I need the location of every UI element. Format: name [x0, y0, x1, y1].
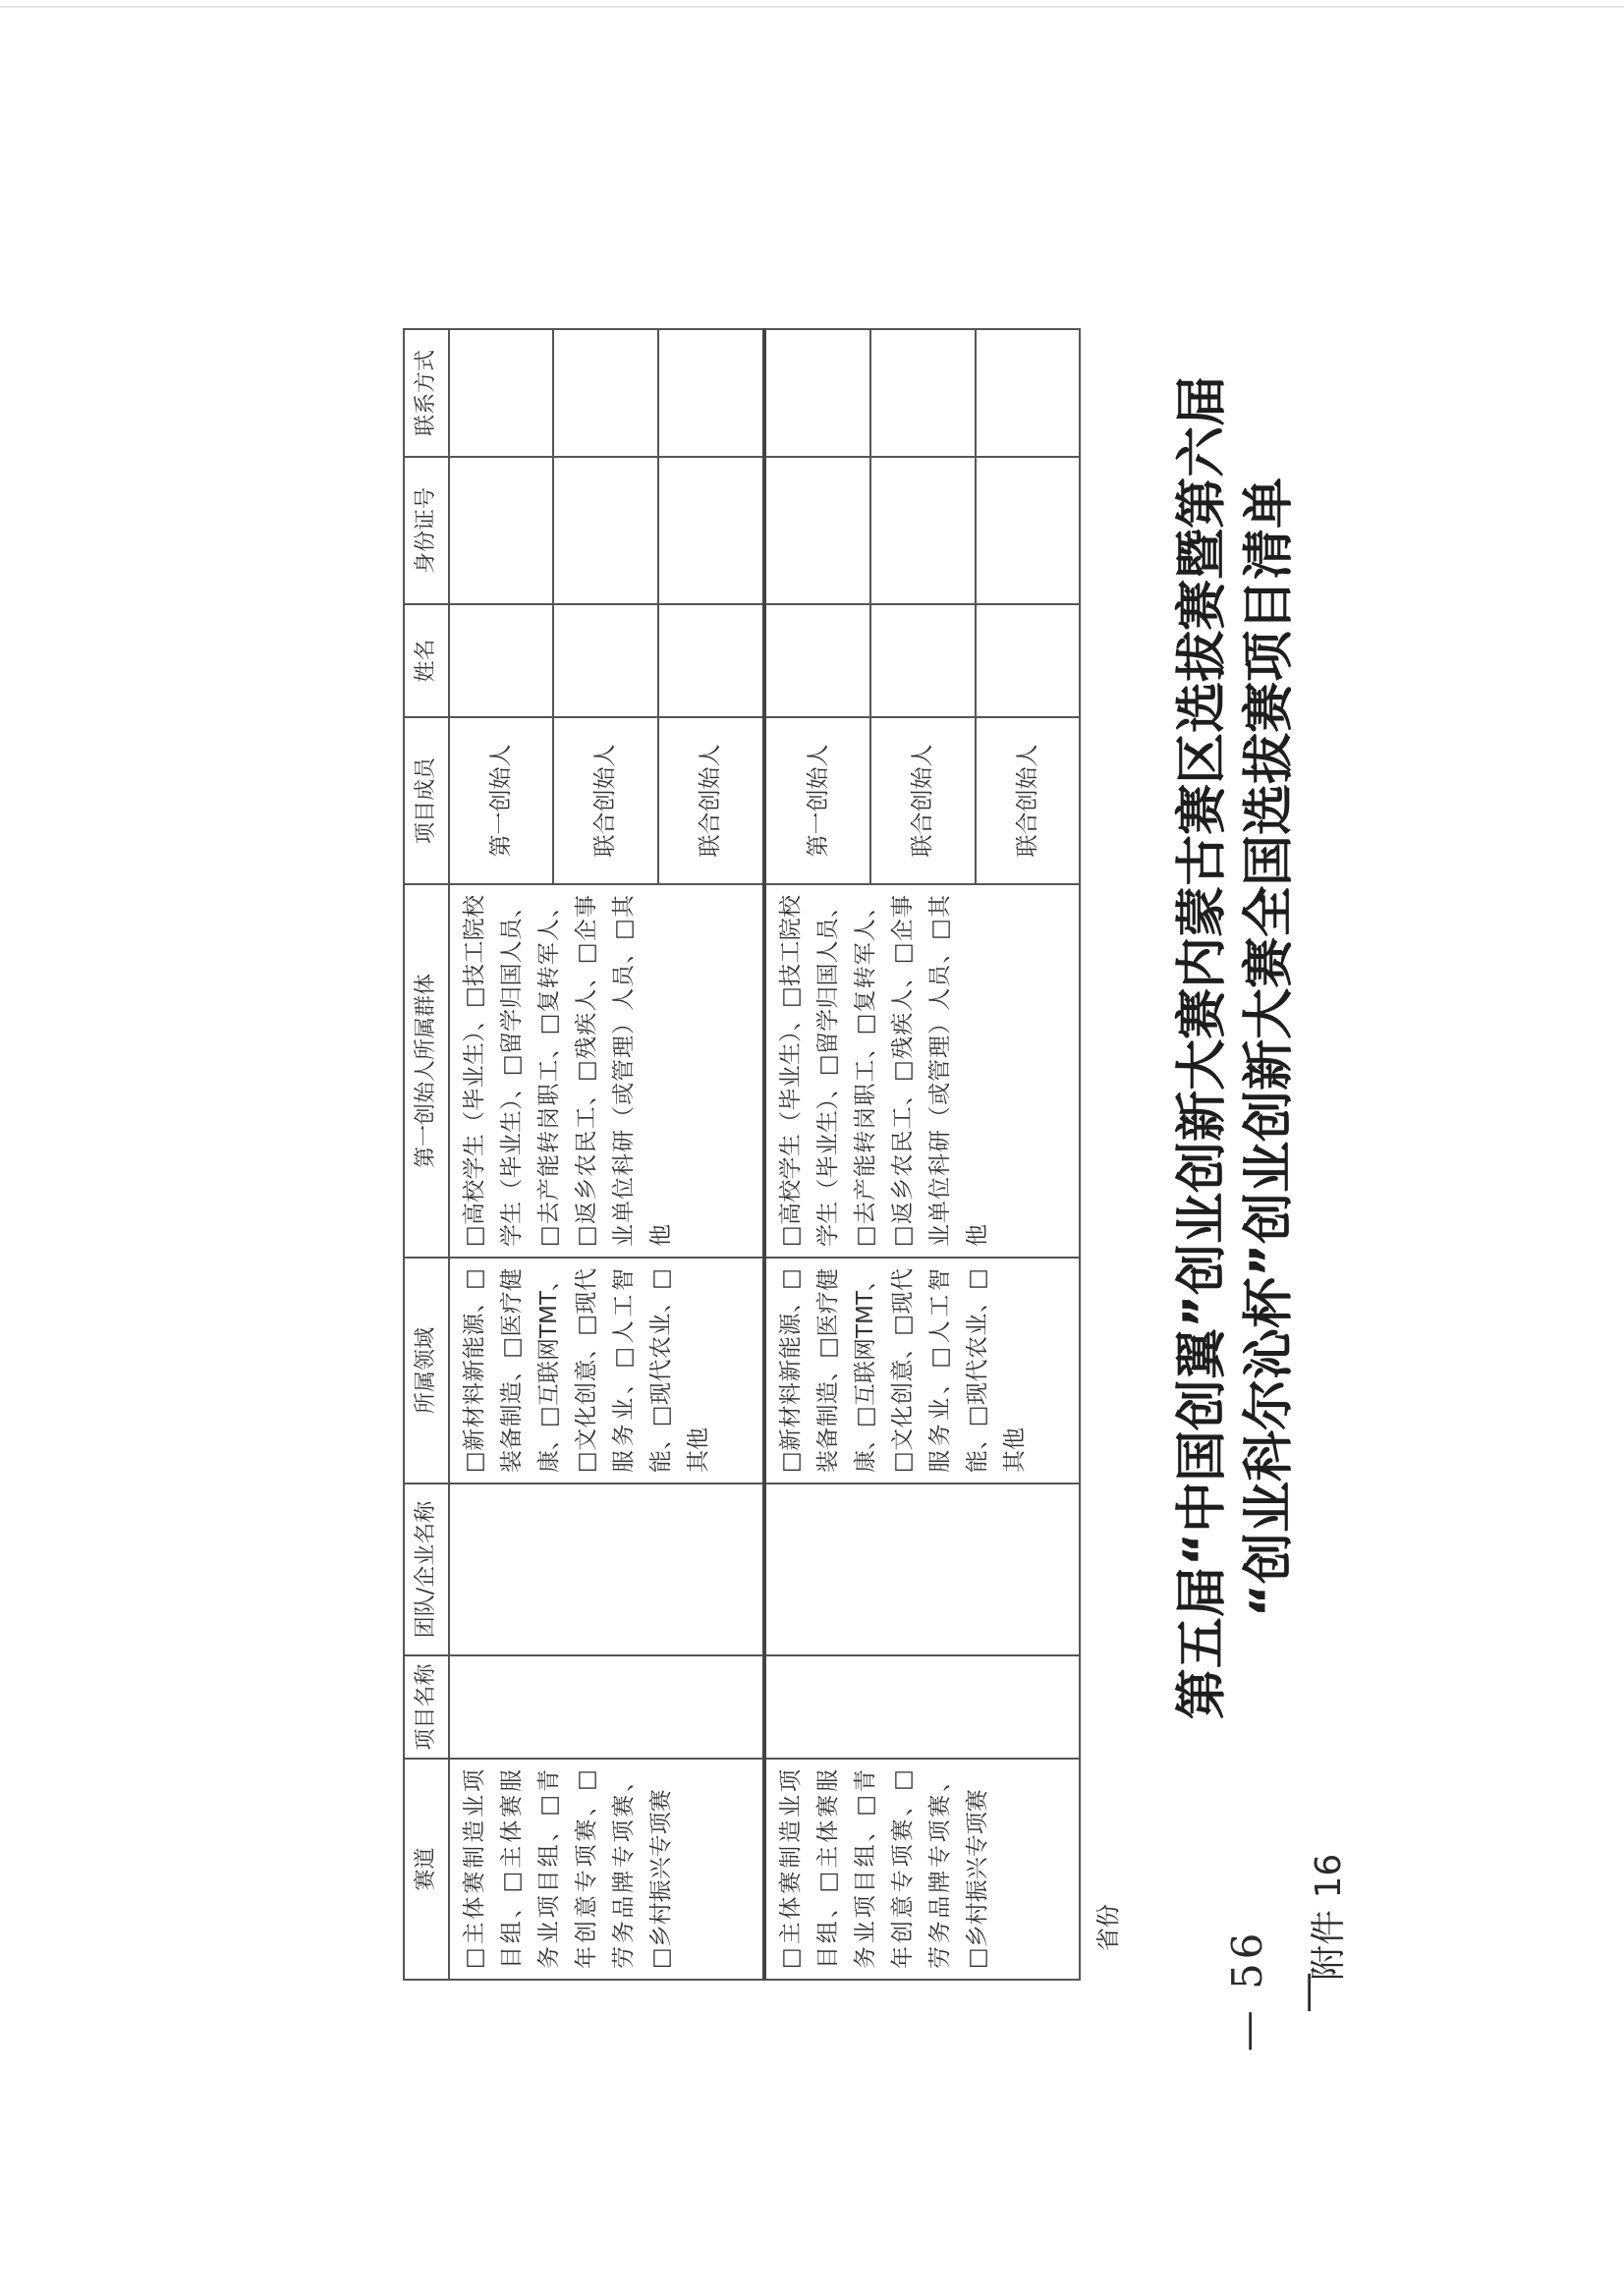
member-role-cell: 联合创始人	[553, 717, 657, 884]
province-label: 省份	[1094, 1904, 1122, 1951]
header-founder-group: 第一创始人所属群体	[404, 884, 449, 1258]
team-name-cell	[449, 1483, 764, 1655]
project-name-cell	[449, 1655, 764, 1759]
attachment-label: 附件 16	[1309, 1853, 1349, 1981]
field-options-cell: □新材料新能源、□装备制造、□医疗健康、□互联网TMT、□文化创意、□现代服务业、□人工智能、□现代农业、□其他	[449, 1258, 764, 1483]
contact-cell	[870, 329, 975, 457]
founder-group-cell: □高校学生（毕业生）、□技工院校学生（毕业生）、□留学归国人员、□去产能转岗职工、□复转军人、□返乡农民工、□残疾人、□企事业单位科研（或管理）人员、□其他	[449, 884, 764, 1258]
member-role-cell: 联合创始人	[658, 717, 764, 884]
project-list-table	[403, 328, 1081, 1981]
id-number-cell	[553, 457, 657, 604]
title-line-1: 第五届“中国创翼”创业创新大赛内蒙古赛区选拔赛暨第六届	[1173, 374, 1232, 1720]
name-cell	[553, 604, 657, 717]
header-members: 项目成员	[404, 717, 449, 884]
name-cell	[870, 604, 975, 717]
contact-cell	[553, 329, 657, 457]
member-role-cell: 联合创始人	[870, 717, 975, 884]
track-options-cell: □主体赛制造业项目组、□主体赛服务业项目组、□青年创意专项赛、□劳务品牌专项赛、□乡村振兴专项赛	[449, 1759, 764, 1980]
document-title	[1169, 212, 1307, 1882]
table-header-row	[404, 329, 449, 1980]
header-track: 赛道	[404, 1759, 449, 1980]
founder-group-cell: □高校学生（毕业生）、□技工院校学生（毕业生）、□留学归国人员、□去产能转岗职工、□复转军人、□返乡农民工、□残疾人、□企事业单位科研（或管理）人员、□其他	[764, 884, 1080, 1258]
id-number-cell	[658, 457, 764, 604]
contact-cell	[764, 329, 870, 457]
contact-cell	[976, 329, 1080, 457]
table-row	[449, 329, 553, 1980]
name-cell	[764, 604, 870, 717]
header-team-name: 团队/企业名称	[404, 1483, 449, 1655]
team-name-cell	[764, 1483, 1080, 1655]
header-field: 所属领域	[404, 1258, 449, 1483]
id-number-cell	[449, 457, 553, 604]
name-cell	[976, 604, 1080, 717]
table-row	[764, 329, 870, 1980]
contact-cell	[449, 329, 553, 457]
header-project-name: 项目名称	[404, 1655, 449, 1759]
contact-cell	[658, 329, 764, 457]
name-cell	[658, 604, 764, 717]
page-number: — 56 —	[1223, 1929, 1330, 2052]
field-options-cell: □新材料新能源、□装备制造、□医疗健康、□互联网TMT、□文化创意、□现代服务业、□人工智能、□现代农业、□其他	[764, 1258, 1080, 1483]
member-role-cell: 联合创始人	[976, 717, 1080, 884]
track-options-cell: □主体赛制造业项目组、□主体赛服务业项目组、□青年创意专项赛、□劳务品牌专项赛、□乡村振兴专项赛	[764, 1759, 1080, 1980]
project-name-cell	[764, 1655, 1080, 1759]
header-id-number: 身份证号	[404, 457, 449, 604]
id-number-cell	[870, 457, 975, 604]
id-number-cell	[764, 457, 870, 604]
header-name: 姓名	[404, 604, 449, 717]
member-role-cell: 第一创始人	[449, 717, 553, 884]
title-line-2: “创业科尔沁杯”创业创新大赛全国选拔赛项目清单	[1240, 476, 1299, 1618]
id-number-cell	[976, 457, 1080, 604]
header-contact: 联系方式	[404, 329, 449, 457]
member-role-cell: 第一创始人	[764, 717, 870, 884]
name-cell	[449, 604, 553, 717]
